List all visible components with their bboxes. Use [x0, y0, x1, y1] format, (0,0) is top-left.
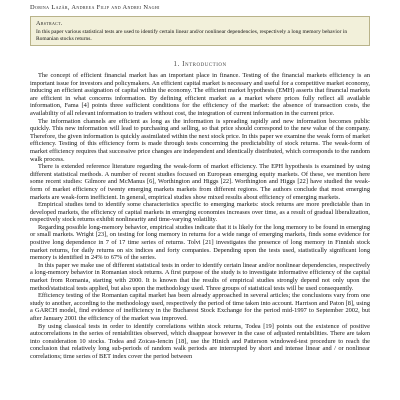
paragraph: Regarding possible long-memory behavior, empirical studies indicate that it is likely for the long memory to be found in emerging or small markets. Wright [23], on testing for long memory in returns for a wide range of emerging markets, finds some evidence for positive long dependence in 7 of 17 time series of returns. Tolvi [21] investigates the presence of long memory in Finnish stock market returns, for daily returns on six indices and forty companies. Depending upon the tests used, statistically significant long memory is identified in 24% to 67% of the series. [30, 223, 370, 262]
author-line: Dorina Lazăr, Andreea Filip and Andrei Naghi [30, 4, 160, 11]
section-title: 1. Introduction [173, 60, 227, 68]
paragraph: In this paper we make use of different statistical tests in order to identify certain linear and/or nonlinear dependencies, respectively a long-memory behavior in Romanian stock returns. A first purpose of the study is to investigate informative efficiency of the capital market from Romania, starting with 2000. It is known that the results of empirical studies strongly depend not only upon the method/statistical tests applied, but also upon the methodology used. Three groups of statistical tests will be used consequently. [30, 261, 370, 292]
abstract-text: In this paper various statistical tests are used to identify certain linear and/or nonlinear dependencies, respectively a long memory behavior in Romanian stocks returns. [36, 29, 348, 42]
paragraph: Empirical studies tend to identify some characteristics specific to emerging markets: stock returns are more predictable than in developed markets, the efficiency of capital markets in emerging economies increases over time, as a result of gradual liberalization, respectively stock returns exhibit nonlinearity and time-varying volatility. [30, 201, 370, 224]
abstract-heading: Abstract. [36, 20, 63, 27]
paragraph: There is extended reference literature regarding the weak-form of market efficiency. The EPH hypothesis is examined by using different statistical methods. A number of recent studies focused on European emerging equity markets. Of these, we mention here some recent studies: Gilmore and McManus [6], Worthington and Higgs [22]. Worthington and Higgs [22] have studied the weak-form of market efficiency of twenty emerging markets markets from different regions. The authors conclude that most emerging markets are weak-form inefficient. In general, empirical studies show mixed results about efficiency of emerging markets. [30, 163, 370, 201]
paragraph: Efficiency testing of the Romanian capital market has been already approached in several articles; the conclusions vary from one study to another, according to the methodology used, respectively the period of time taken into account. Harrison and Paton [8], using a GARCH model, find evidence of inefficiency in the Bucharest Stock Exchange for the period mid-1997 to September 2002, but after January 2001 the efficiency of the market was improved. [30, 292, 370, 322]
paragraph: By using classical tests in order to identify correlations within stock returns, Todea [19] points out the existence of positive autocorrelations in the series of rentabilities observed, which disappear however in the case of adjusted rentabilities. There are taken into consideration 10 stocks. Todea and Zoicas-Iencin [18], use the Hinich and Patterson windowed-test procedure to reach the conclusion that relatively long sub-periods of random walk periods are interrupted by short and intense linear and / or nonlinear correlations; time series of BET index cover the period between [30, 322, 370, 360]
paragraph: The concept of efficient financial market has an important place in finance. Testing of the financial markets efficiency is an important issue for investors and policymakers. An efficient capital market is necessary and useful for a competitive market economy, inducing an efficient assignation of capital within the economy. The efficient market hypothesis (EMH) asserts that financial markets are efficient in what concerns information. By defining efficient market as a market where prices fully reflect all available information, Fama [4] points three sufficient conditions for the efficiency of the market: the absence of transaction costs, the availability of all relevant information to traders without cost, the integration of current information in the current price. [30, 72, 370, 117]
paragraph: The information channels are efficient as long as the information is spreading rapidly and new information becomes public quickly. This new information will lead to purchasing and selling, so that price should correspond to the new value of the company. Therefore, the given information is quickly assimilated within the next stock price. In this paper we examine the weak form of market efficiency. Testing of this efficiency form is made through tests concerning the predictability of stock returns. The weak-form of market efficiency requires that successive price changes are independent and identically distributed, which corresponds to the random walk process. [30, 117, 370, 163]
abstract-box [30, 16, 370, 46]
body-text [30, 72, 370, 361]
